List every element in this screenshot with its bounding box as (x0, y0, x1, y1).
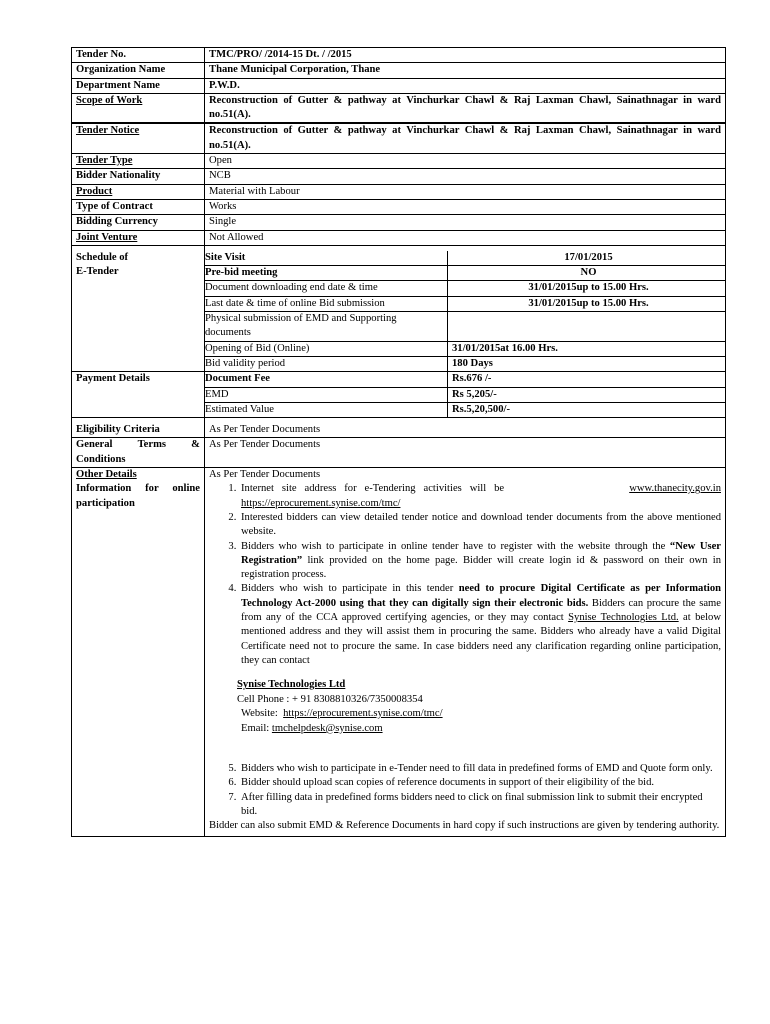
payment-label: Payment Details (72, 372, 205, 418)
row-label: Tender No. (72, 48, 205, 63)
general-terms-label-d: Conditions (76, 453, 126, 465)
schedule-value: 31/01/2015up to 15.00 Hrs. (448, 296, 726, 311)
tender-document (71, 47, 725, 837)
row-label: Scope of Work (72, 93, 205, 123)
row-value: NCB (205, 169, 726, 184)
info-label: Information for online participation (76, 483, 200, 509)
payment-table (205, 372, 725, 417)
eligibility-value: As Per Tender Documents (205, 418, 726, 438)
schedule-item: Document downloading end date & time (205, 281, 448, 296)
info-item-3-c: link provided on the home page. Bidder will create login id & password on their own in registration process. (241, 554, 721, 581)
info-item-1 (239, 482, 721, 511)
row-value: Single (205, 215, 726, 230)
synise-email-link[interactable]: tmchelpdesk@synise.com (271, 722, 383, 734)
row-value: Material with Labour (205, 184, 726, 199)
schedule-item: Estimated Value (205, 402, 448, 417)
schedule-value (448, 312, 726, 342)
schedule-item: EMD (205, 387, 448, 402)
schedule-item: Site Visit (205, 251, 448, 266)
synise-name-link: Synise Technologies Ltd. (568, 611, 679, 623)
table-row (205, 356, 725, 371)
schedule-value: 17/01/2015 (564, 251, 613, 263)
table-row (205, 372, 725, 387)
other-details-label: Other Details (76, 469, 137, 481)
row-value: Works (205, 199, 726, 214)
table-row (205, 281, 725, 296)
header-rows (72, 48, 726, 124)
row-label: Department Name (72, 78, 205, 93)
info-row (72, 468, 726, 837)
info-closing: Bidder can also submit EMD & Reference Documents in hard copy if such instructions are given by tendering authority. (209, 820, 720, 832)
info-item-1-text: 1. Internet site address for e-Tendering activities will be (241, 483, 505, 495)
general-terms-label-a: General (76, 439, 113, 451)
row-label: Organization Name (72, 63, 205, 78)
table-row (72, 48, 726, 63)
info-item-4 (239, 582, 721, 668)
table-row (205, 387, 725, 402)
tender-notice-value: Reconstruction of Gutter & pathway at Vinchurkar Chawl & Raj Laxman Chawl, Sainathnagar in ward no.51(A). (205, 123, 726, 153)
row-value: TMC/PRO/ /2014-15 Dt. / /2015 (205, 48, 726, 63)
info-item-2: 2. Interested bidders can view detailed tender notice and download tender documents from the above mentioned website. (239, 511, 721, 540)
table-row (205, 341, 725, 356)
info-list-b (209, 762, 721, 819)
synise-website-link[interactable]: https://eprocurement.synise.com/tmc/ (283, 708, 443, 720)
other-details-value: As Per Tender Documents (209, 469, 321, 481)
general-terms-label-c: & (191, 439, 200, 451)
schedule-item: Bid validity period (205, 356, 448, 371)
general-terms-row (72, 438, 726, 468)
table-row (72, 215, 726, 230)
schedule-table (205, 251, 725, 371)
schedule-item: Physical submission of EMD and Supporting documents (205, 312, 448, 342)
table-row (72, 184, 726, 199)
info-item-4-bold: need to procure Digital Certificate as per Information Technology Act-2000 using that they can digitally sign their electronic bids. (241, 583, 722, 609)
general-terms-label-b: Terms (137, 439, 167, 451)
table-row (205, 251, 725, 266)
info-item-3-a: Bidders who wish to participate in online tender have to register with the website through the (241, 540, 666, 552)
tender-notice-row (72, 123, 726, 153)
info-item-4-a: Bidders who wish to participate in this tender (241, 583, 459, 595)
schedule-value: Rs.5,20,500/- (448, 402, 726, 417)
row-value: Thane Municipal Corporation, Thane (205, 63, 726, 78)
table-row (205, 312, 725, 342)
tender-notice-label: Tender Notice (72, 123, 205, 153)
website-label: Website: (241, 708, 284, 720)
schedule-value: Rs.676 /- (452, 373, 492, 385)
table-row (72, 199, 726, 214)
schedule-row (72, 245, 726, 371)
type-rows (72, 154, 726, 246)
synise-phone: Cell Phone : + 91 8308810326/7350008354 (237, 693, 423, 705)
table-row (72, 230, 726, 245)
schedule-item: Opening of Bid (Online) (205, 341, 448, 356)
synise-contact (237, 678, 721, 736)
row-label: Type of Contract (72, 199, 205, 214)
schedule-item: Pre-bid meeting (205, 266, 448, 281)
new-user-registration-text: “New User Registration” (241, 540, 721, 566)
table-row (72, 78, 726, 93)
schedule-item: Document Fee (205, 372, 448, 387)
schedule-label-1: Schedule of (76, 251, 129, 263)
info-item-4-e: at below mentioned address and they will assist them in procuring the same. Bidders who already have a valid Digital Certificate need not to procure the same. In case bidders need any clarification regarding online participation, they can contact (241, 611, 721, 666)
general-terms-value: As Per Tender Documents (205, 438, 726, 468)
schedule-value: Rs 5,205/- (448, 387, 726, 402)
info-item-6: 6. Bidder should upload scan copies of reference documents in support of their eligibility of the bid. (239, 776, 721, 790)
schedule-item: Last date & time of online Bid submission (205, 296, 448, 311)
table-row (72, 63, 726, 78)
eligibility-label: Eligibility Criteria (72, 418, 205, 438)
row-value: Reconstruction of Gutter & pathway at Vinchurkar Chawl & Raj Laxman Chawl, Sainathnagar in ward no.51(A). (205, 93, 726, 123)
email-label: Email: (241, 722, 272, 734)
schedule-value: 31/01/2015up to 15.00 Hrs. (448, 281, 726, 296)
schedule-value: 180 Days (448, 356, 726, 371)
table-row (72, 93, 726, 123)
row-label: Joint Venture (72, 230, 205, 245)
schedule-label-2: E-Tender (76, 266, 119, 278)
synise-company: Synise Technologies Ltd (237, 679, 346, 691)
info-list-a (209, 482, 721, 668)
table-row (205, 296, 725, 311)
schedule-value: NO (448, 266, 726, 281)
table-row (72, 154, 726, 169)
row-label: Bidding Currency (72, 215, 205, 230)
info-item-3 (239, 540, 721, 583)
payment-row (72, 372, 726, 418)
row-value: Open (205, 154, 726, 169)
thanecity-link[interactable]: www.thanecity.gov.in (629, 483, 721, 495)
eligibility-row (72, 418, 726, 438)
table-row (205, 402, 725, 417)
row-label: Bidder Nationality (72, 169, 205, 184)
row-label: Product (72, 184, 205, 199)
table-row (205, 266, 725, 281)
tender-table (71, 47, 726, 837)
info-item-5: 5. Bidders who wish to participate in e-Tender need to fill data in predefined forms of EMD and Quote form only. (239, 762, 721, 776)
row-value: P.W.D. (205, 78, 726, 93)
row-label: Tender Type (72, 154, 205, 169)
info-item-4-c: Bidders can procure the same from any of the CCA approved certifying agencies, or they may contact (241, 597, 721, 623)
row-value: Not Allowed (205, 230, 726, 245)
table-row (72, 169, 726, 184)
info-item-7: 7. After filling data in predefined forms bidders need to click on final submission link to submit their encrypted bid. (239, 791, 721, 820)
synise-tmc-link[interactable]: https://eprocurement.synise.com/tmc/ (241, 497, 401, 509)
schedule-value: 31/01/2015at 16.00 Hrs. (448, 341, 726, 356)
